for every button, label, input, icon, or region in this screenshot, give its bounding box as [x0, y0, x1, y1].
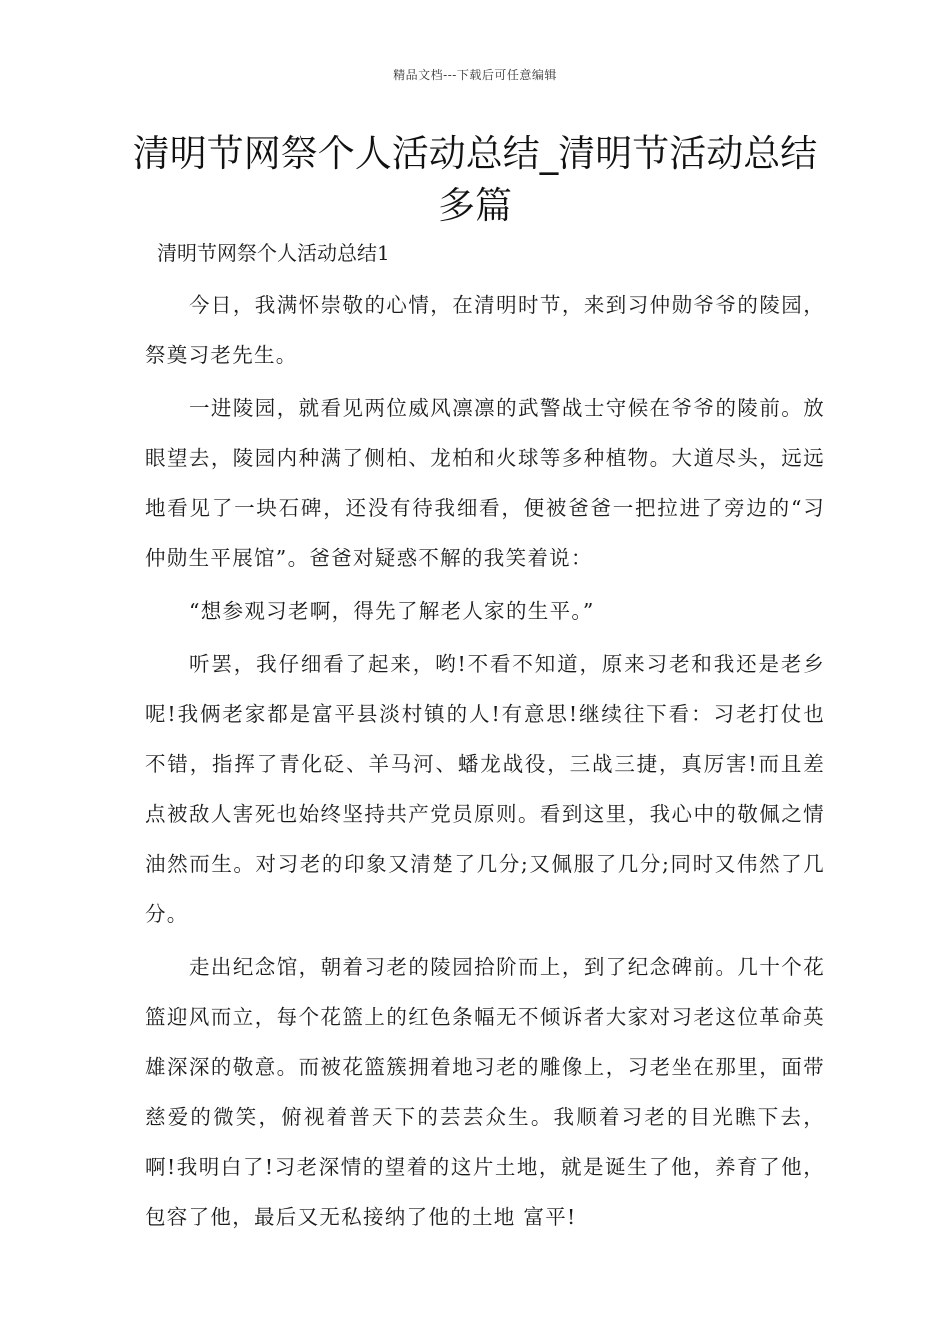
body-text [145, 280, 825, 1245]
paragraph-3-quote: “想参观习老啊，得先了解老人家的生平。” [189, 599, 595, 623]
document-title: 清明节网祭个人活动总结_清明节活动总结多篇 [132, 132, 818, 227]
paragraph-1: 今日，我满怀崇敬的心情，在清明时节，来到习仲勋爷爷的陵园，祭奠习老先生。 [145, 293, 825, 367]
paragraph-2: 一进陵园，就看见两位威风凛凛的武警战士守候在爷爷的陵前。放眼望去，陵园内种满了侧柏、龙柏和火球等多种植物。大道尽头，远远地看见了一块石碑，还没有待我细看，便被爸爸一把拉进了旁边的“习仲勋生平展馆”。爸爸对疑惑不解的我笑着说： [145, 396, 825, 570]
paragraph-4: 听罢，我仔细看了起来，哟!不看不知道，原来习老和我还是老乡呢!我俩老家都是富平县淡村镇的人!有意思!继续往下看：习老打仗也不错，指挥了青化砭、羊马河、蟠龙战役，三战三捷，真厉害!而且差点被敌人害死也始终坚持共产党员原则。看到这里，我心中的敬佩之情油然而生。对习老的印象又清楚了几分;又佩服了几分;同时又伟然了几分。 [145, 652, 825, 926]
section-heading: 清明节网祭个人活动总结1 [157, 241, 390, 265]
page-header: 精品文档---下载后可任意编辑 [393, 68, 557, 82]
paragraph-5: 走出纪念馆，朝着习老的陵园拾阶而上，到了纪念碑前。几十个花篮迎风而立，每个花篮上的红色条幅无不倾诉者大家对习老这位革命英雄深深的敬意。而被花篮簇拥着地习老的雕像上，习老坐在那里，面带慈爱的微笑，俯视着普天下的芸芸众生。我顺着习老的目光瞧下去，啊!我明白了!习老深情的望着的这片土地，就是诞生了他，养育了他，包容了他，最后又无私接纳了他的土地 富平! [145, 955, 825, 1229]
